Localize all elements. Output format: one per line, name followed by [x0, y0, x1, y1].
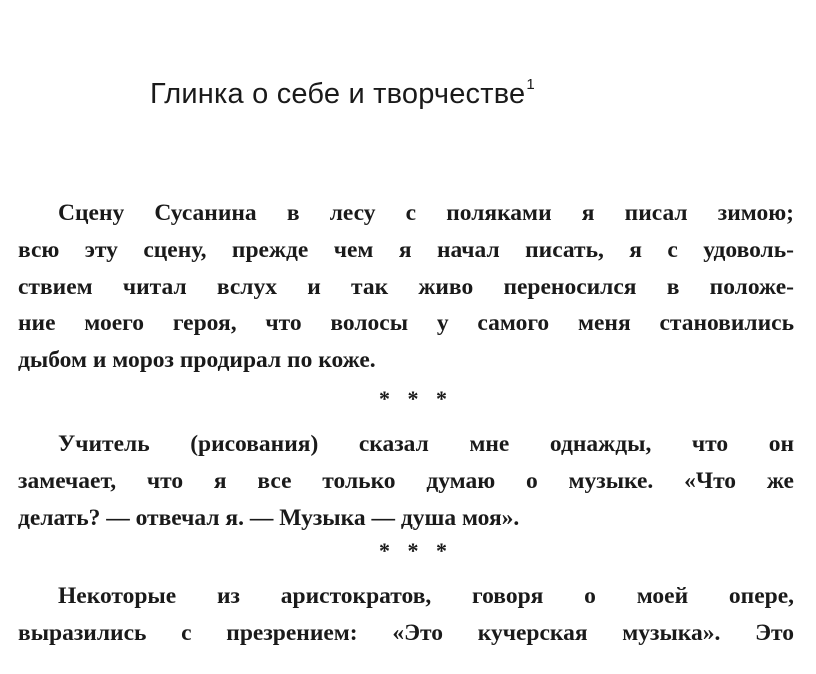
paragraph-line: Учитель (рисования) сказал мне однажды, что он: [58, 431, 794, 457]
paragraph-line: дыбом и мороз продирал по коже.: [18, 347, 376, 374]
footnote-mark: 1: [526, 76, 535, 93]
paragraph-susanin: [18, 195, 794, 379]
section-separator: * * *: [379, 538, 453, 563]
section-separator: * * *: [379, 386, 453, 411]
title-text: Глинка о себе и творчестве: [150, 78, 526, 110]
paragraph-line: всю эту сцену, прежде чем я начал писать, я с удоволь-: [18, 236, 794, 263]
paragraph-line: выразились с презрением: «Это кучерская музыка». Это: [18, 619, 794, 646]
paragraph-line: ствием читал вслух и так живо переносился в положе-: [18, 273, 794, 300]
page-title: [150, 78, 535, 111]
paragraph-line: Сцену Сусанина в лесу с поляками я писал зимою;: [58, 200, 794, 226]
paragraph-line: Некоторые из аристократов, говоря о моей опере,: [58, 583, 794, 609]
paragraph-line: ние моего героя, что волосы у самого меня становились: [18, 310, 794, 337]
paragraph-teacher: [18, 426, 794, 536]
paragraph-line: делать? — отвечал я. — Музыка — душа моя».: [18, 504, 520, 531]
paragraph-aristocrats: [18, 578, 794, 652]
paragraph-line: замечает, что я все только думаю о музыке. «Что же: [18, 467, 794, 494]
